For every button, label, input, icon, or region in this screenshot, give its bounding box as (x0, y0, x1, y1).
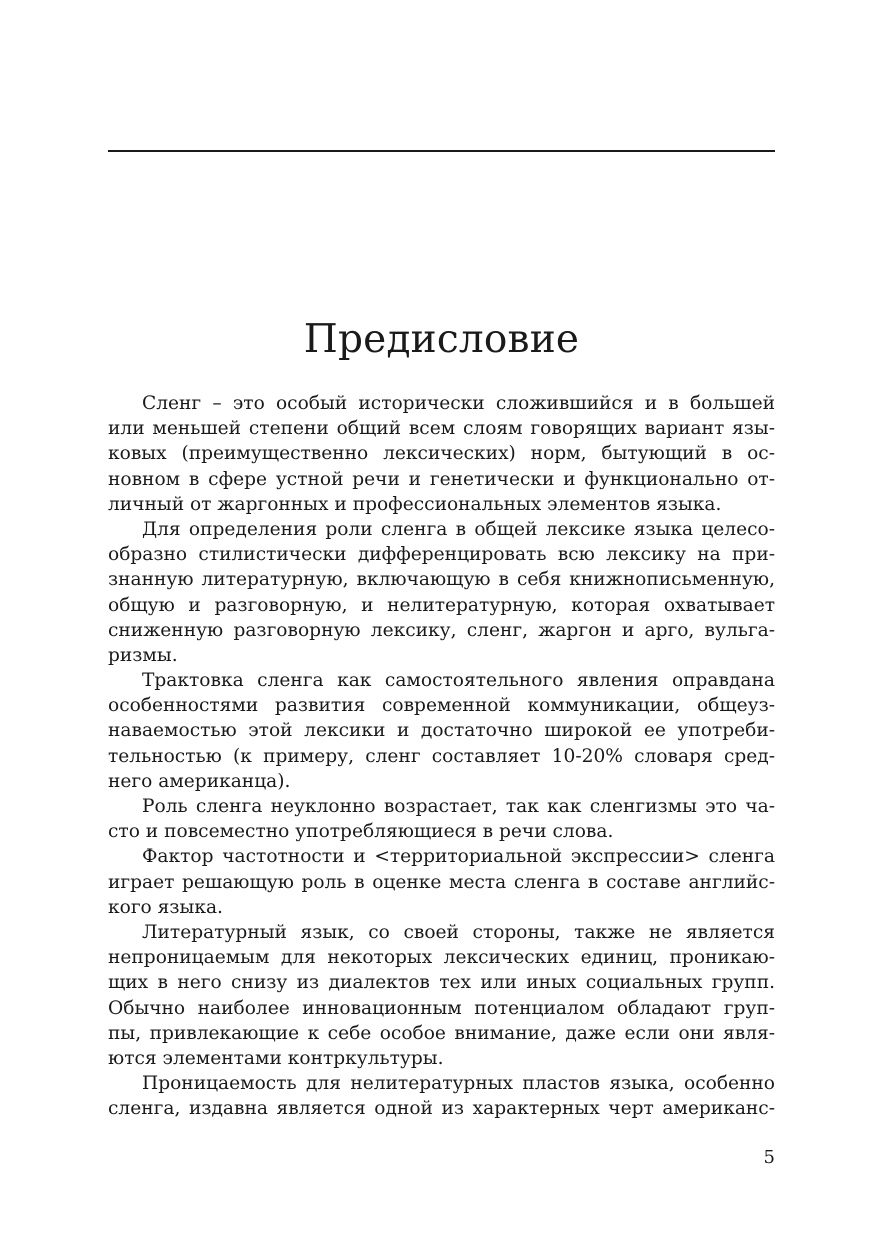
paragraph (108, 844, 775, 920)
text-line: общую и разговорную, и нелитературную, которая охватывает (108, 594, 775, 616)
text-line: сленга, издавна является одной из характерных черт американс- (108, 1098, 775, 1120)
text-line: щих в него снизу из диалектов тех или иных социальных групп. (108, 972, 775, 994)
text-line: непроницаемым для некоторых лексических единиц, проникаю- (108, 947, 775, 969)
text-line: пы, привлекающие к себе особое внимание, даже если они явля- (108, 1022, 775, 1044)
paragraph (108, 1071, 775, 1121)
body-text (108, 391, 775, 1121)
page-number: 5 (763, 1147, 775, 1168)
paragraph (108, 794, 775, 844)
text-line: тельностью (к примеру, сленг составляет 10-20% словаря сред- (108, 745, 775, 767)
text-line: особенностями развития современной коммуникации, общеуз- (108, 695, 775, 717)
text-line: кого языка. (108, 896, 223, 918)
text-line: или меньшей степени общий всем слоям говорящих вариант язы- (108, 418, 775, 440)
text-line: образно стилистически дифференцировать всю лексику на при- (108, 544, 775, 566)
text-line: играет решающую роль в оценке места сленга в составе английс- (108, 871, 775, 893)
text-line: Роль сленга неуклонно возрастает, так как сленгизмы это ча- (142, 796, 775, 817)
page-title: Предисловие (303, 317, 580, 362)
paragraph (108, 668, 775, 794)
text-line: ковых (преимущественно лексических) норм, бытующий в ос- (108, 443, 775, 465)
paragraph (108, 920, 775, 1071)
text-line: знанную литературную, включающую в себя книжнописьменную, (108, 569, 775, 591)
text-line: сто и повсеместно употребляющиеся в речи слова. (108, 821, 614, 843)
text-line: ются элементами контркультуры. (108, 1047, 444, 1069)
text-line: ризмы. (108, 644, 178, 666)
text-line: наваемостью этой лексики и достаточно широкой ее употреби- (108, 720, 775, 742)
paragraph (108, 517, 775, 668)
text-line: Для определения роли сленга в общей лексике языка целесо- (142, 518, 775, 540)
text-line: Сленг – это особый исторически сложившийся и в большей (142, 393, 775, 414)
text-line: новном в сфере устной речи и генетически и функционально от- (108, 468, 775, 490)
paragraph (108, 391, 775, 517)
text-line: Обычно наиболее инновационным потенциалом обладают груп- (108, 997, 775, 1019)
text-line: сниженную разговорную лексику, сленг, жаргон и арго, вульга- (108, 619, 775, 641)
text-line: Литературный язык, со своей стороны, также не является (142, 921, 775, 943)
text-line: него американца). (108, 770, 291, 792)
text-line: Трактовка сленга как самостоятельного явления оправдана (142, 670, 775, 692)
text-line: личный от жаргонных и профессиональных элементов языка. (108, 493, 722, 515)
text-line: Фактор частотности и <территориальной экспрессии> сленга (142, 846, 775, 868)
top-horizontal-rule (108, 150, 775, 152)
text-line: Проницаемость для нелитературных пластов языка, особенно (142, 1073, 775, 1095)
